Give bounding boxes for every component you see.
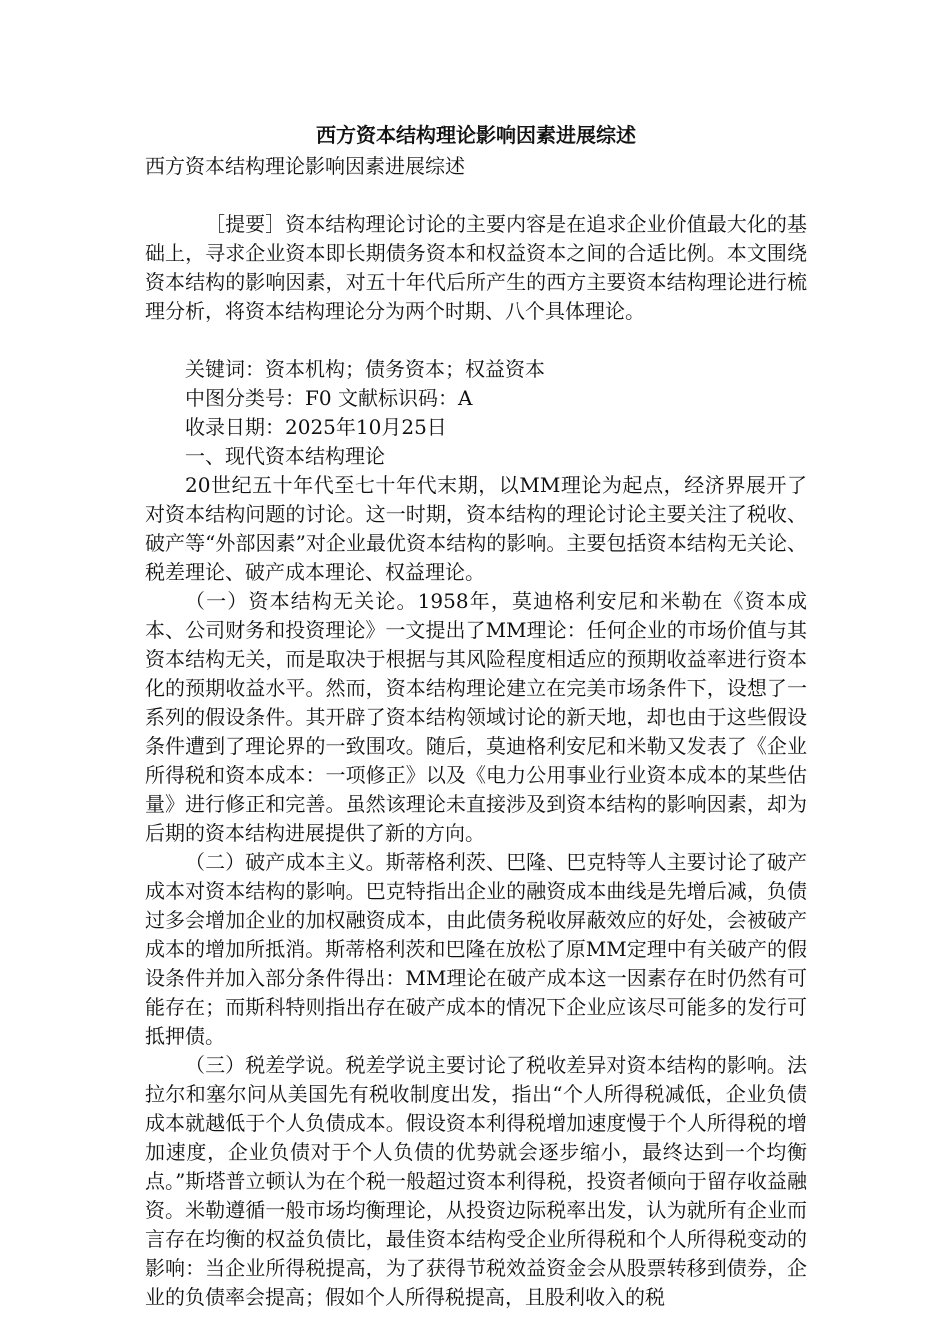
received-date-line: 收录日期：2025年10月25日 bbox=[185, 415, 447, 439]
body-paragraph: （三）税差学说。税差学说主要讨论了税收差异对资本结构的影响。法拉尔和塞尔问从美国先有税收制度出发，指出“个人所得税减低，企业负债成本就越低于个人负债成本。假设资本利得税增加速度慢于个人所得税的增加速度，企业负债对于个人负债的优势就会逐步缩小，最终达到一个均衡点。”斯塔普立顿认为在个税一般超过资本利得税，投资者倾向于留存收益融资。米勒遵循一般市场均衡理论，从投资边际税率出发，认为就所有企业而言存在均衡的权益负债比，最佳资本结构受企业所得税和个人所得税变动的影响：当企业所得税提高，为了获得节税效益资金会从股票转移到债券，企业的负债率会提高；假如个人所得税提高，且股利收入的税 bbox=[145, 1053, 807, 1309]
document-page bbox=[145, 118, 807, 1312]
section-heading: 一、现代资本结构理论 bbox=[185, 444, 385, 468]
document-title: 西方资本结构理论影响因素进展综述 bbox=[316, 123, 636, 147]
document-subtitle: 西方资本结构理论影响因素进展综述 bbox=[145, 154, 465, 178]
abstract-paragraph: ［提要］资本结构理论讨论的主要内容是在追求企业价值最大化的基础上，寻求企业资本即长期债务资本和权益资本之间的合适比例。本文围绕资本结构的影响因素，对五十年代后所产生的西方主要资本结构理论进行梳理分析，将资本结构理论分为两个时期、八个具体理论。 bbox=[145, 212, 807, 323]
body-paragraph: （二）破产成本主义。斯蒂格利茨、巴隆、巴克特等人主要讨论了破产成本对资本结构的影响。巴克特指出企业的融资成本曲线是先增后减，负债过多会增加企业的加权融资成本，由此债务税收屏蔽效应的好处，会被破产成本的增加所抵消。斯蒂格利茨和巴隆在放松了原MM定理中有关破产的假设条件并加入部分条件得出：MM理论在破产成本这一因素存在时仍然有可能存在；而斯科特则指出存在破产成本的情况下企业应该尽可能多的发行可抵押债。 bbox=[145, 850, 807, 1048]
classification-line: 中图分类号：F0 文献标识码：A bbox=[185, 386, 473, 410]
body-paragraph: 20世纪五十年代至七十年代末期，以MM理论为起点，经济界展开了对资本结构问题的讨论。这一时期，资本结构的理论讨论主要关注了税收、破产等“外部因素”对企业最优资本结构的影响。主要包括资本结构无关论、税差理论、破产成本理论、权益理论。 bbox=[145, 473, 807, 584]
body-paragraph: （一）资本结构无关论。1958年，莫迪格利安尼和米勒在《资本成本、公司财务和投资理论》一文提出了MM理论：任何企业的市场价值与其资本结构无关，而是取决于根据与其风险程度相适应的预期收益率进行资本化的预期收益水平。然而，资本结构理论建立在完美市场条件下，设想了一系列的假设条件。其开辟了资本结构领域讨论的新天地，却也由于这些假设条件遭到了理论界的一致围攻。随后，莫迪格利安尼和米勒又发表了《企业所得税和资本成本：一项修正》以及《电力公用事业行业资本成本的某些估量》进行修正和完善。虽然该理论未直接涉及到资本结构的影响因素，却为后期的资本结构进展提供了新的方向。 bbox=[145, 589, 807, 845]
keywords-line: 关键词：资本机构；债务资本；权益资本 bbox=[185, 357, 545, 381]
